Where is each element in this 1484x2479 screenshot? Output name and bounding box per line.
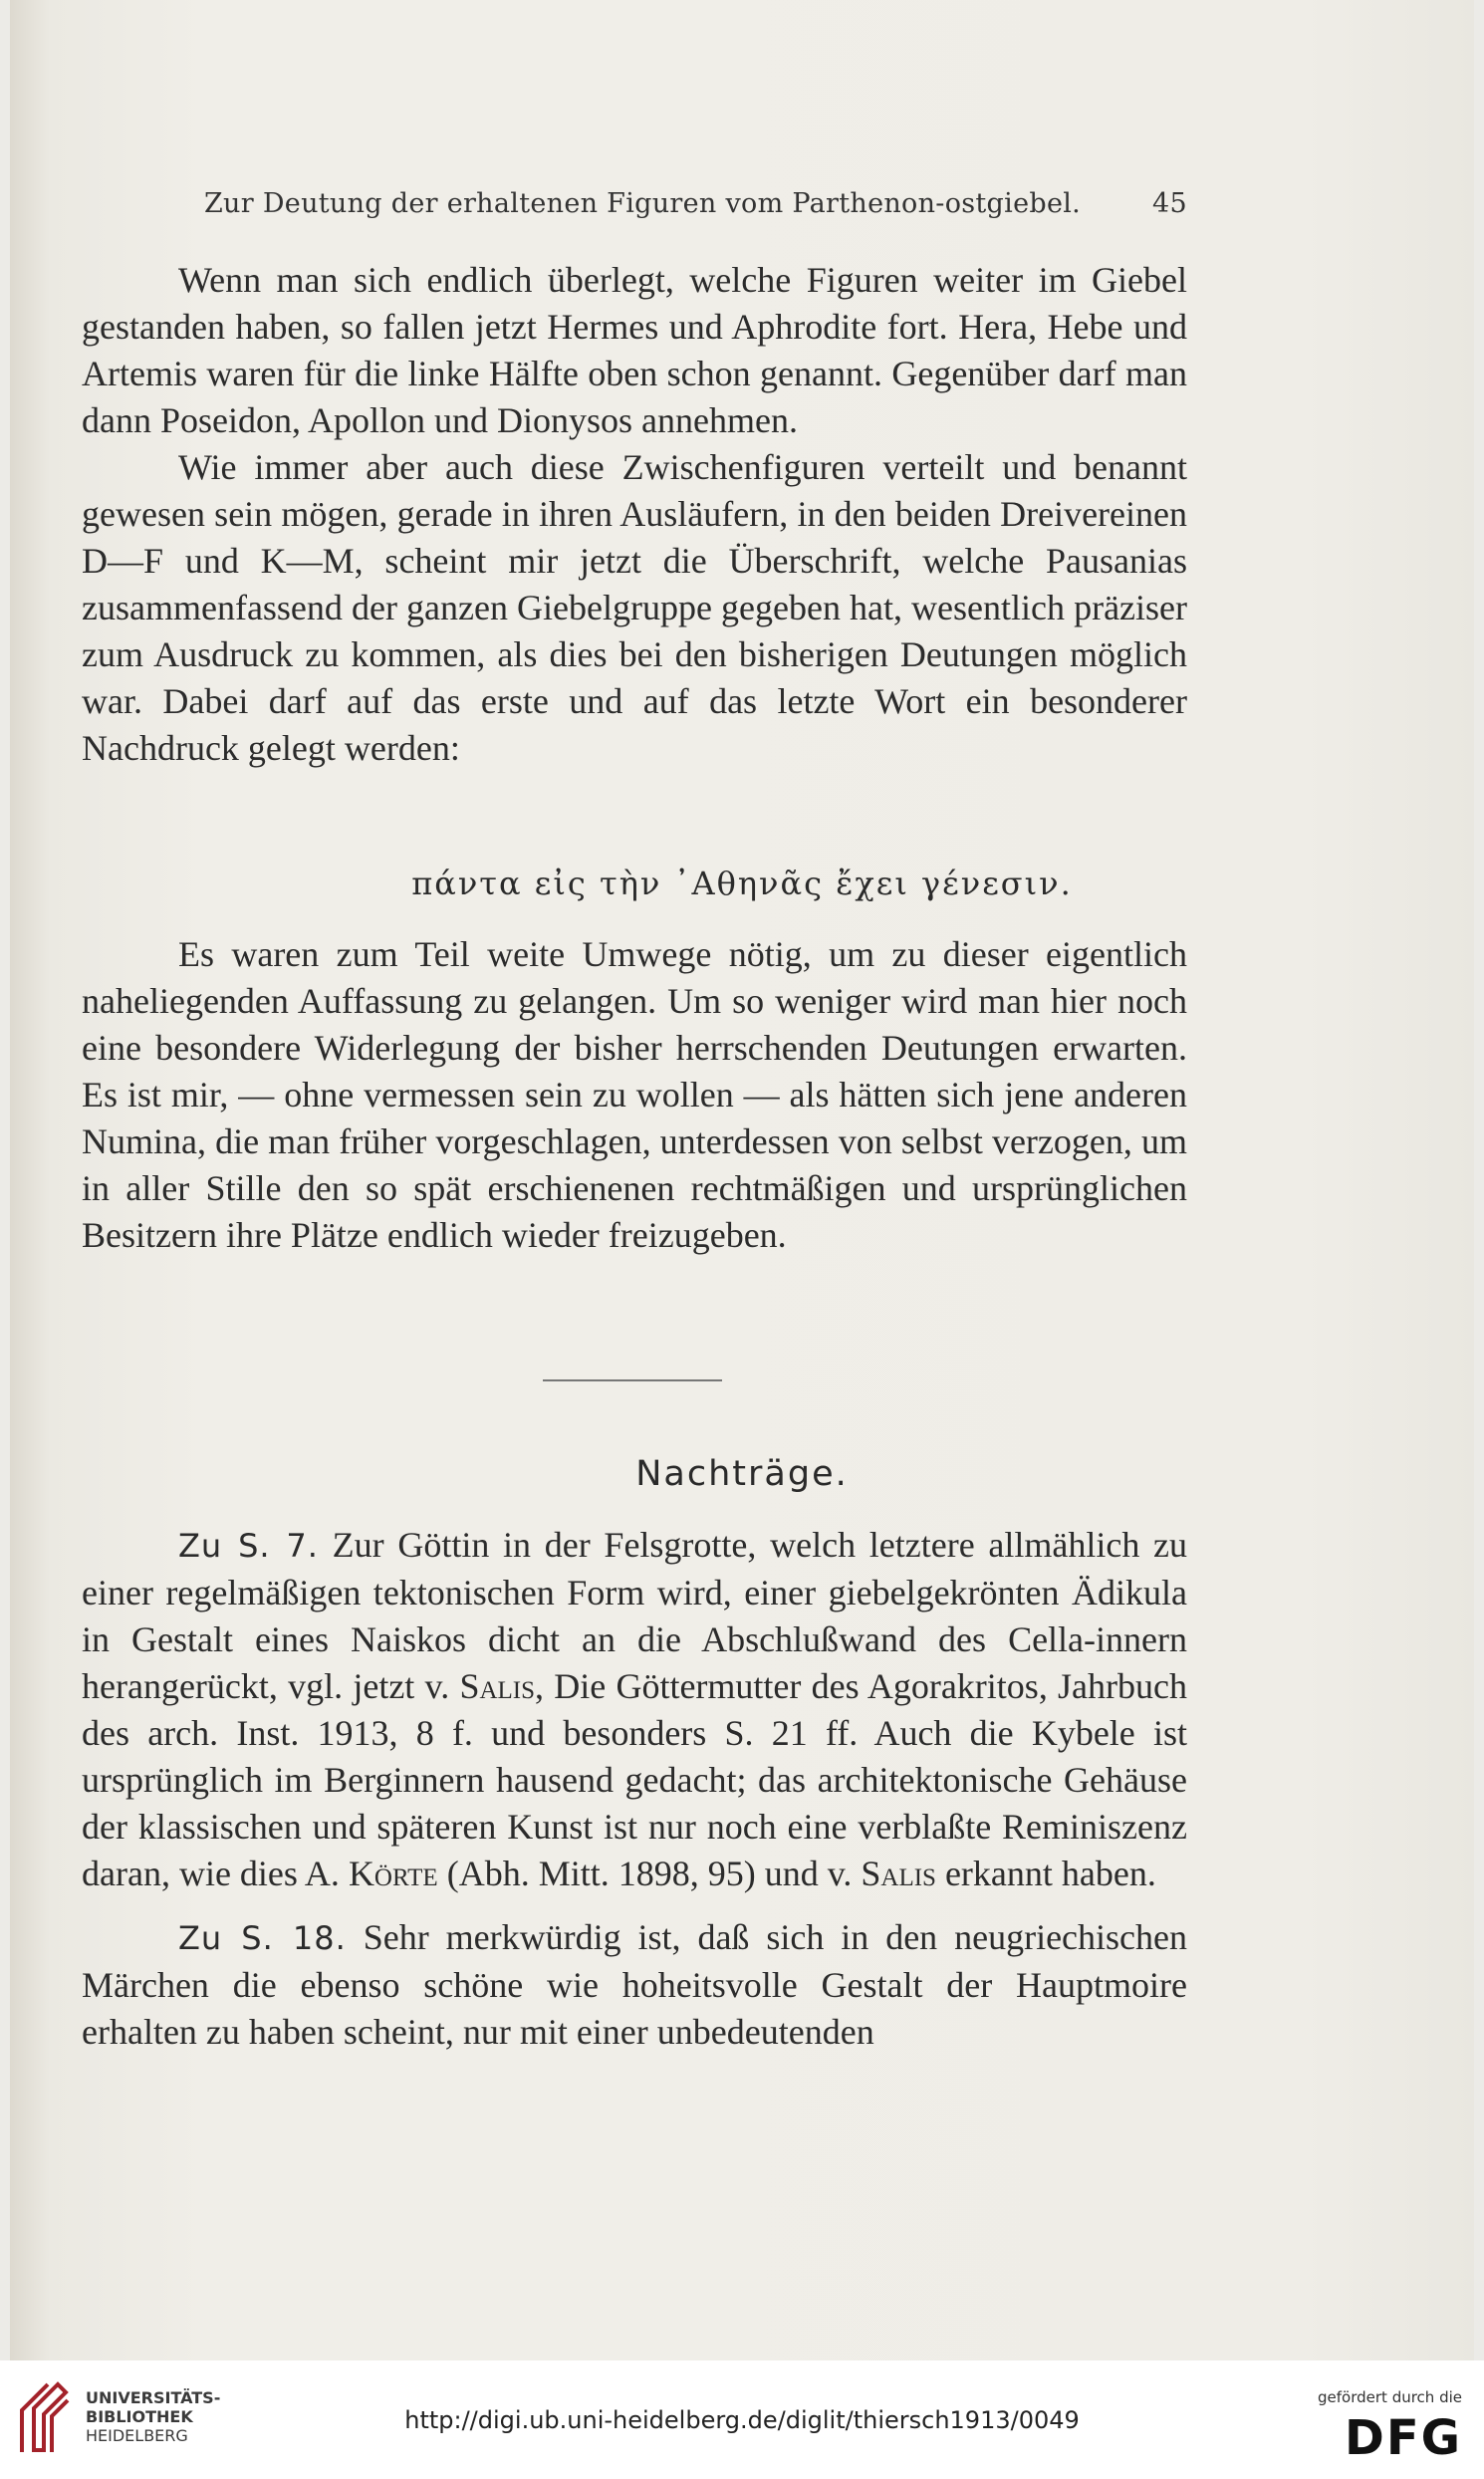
note-text: Sehr merkwürdig ist, daß sich in den neugriechischen Märchen die ebenso schöne wie hoheitsvolle Gestalt der Hauptmoire erhalten zu haben scheint, nur mit einer unbedeutenden [82, 1917, 1188, 2052]
author-name: Salis [459, 1666, 536, 1706]
paragraph-2: Wie immer aber auch diese Zwischenfiguren verteilt und benannt gewesen sein mögen, gerade in ihren Ausläufern, in den beiden Dreivereinen D—F und K—M, scheint mir jetzt die Überschrift, welche Pausanias zusammenfassend der ganzen Giebelgruppe gegeben hat, wesentlich präziser zum Ausdruck zu kommen, als dies bei den bisherigen Deutungen möglich war. Dabei darf auf das erste und auf das letzte Wort ein besonderer Nachdruck gelegt werden: [82, 447, 1187, 768]
dfg-logo: DFG [1344, 2410, 1462, 2466]
running-title: Zur Deutung der erhaltenen Figuren vom Parthenon-ostgiebel. [204, 188, 1082, 219]
permalink-url[interactable]: http://digi.ub.uni-heidelberg.de/diglit/thiersch1913/0049 [404, 2406, 1080, 2434]
digitization-footer [0, 2360, 1484, 2479]
author-name: Körte [348, 1854, 438, 1893]
library-name: UNIVERSITÄTS- BIBLIOTHEK HEIDELBERG [86, 2388, 221, 2445]
addendum-note-2 [82, 1914, 1187, 2056]
note-text: erkannt haben. [944, 1854, 1156, 1893]
nachtraege-heading: Nachträge. [635, 1454, 849, 1494]
addendum-note-1 [82, 1522, 1187, 1897]
note-text: Zur Göttin in der Felsgrotte, welch letztere allmählich zu einer regelmäßigen tektonischen Form wird, einer giebelgekrönten Ädikula in Gestalt eines Naiskos dicht an die Abschlußwand des Cella-innern herangerückt, vgl. jetzt v. [82, 1525, 1187, 1706]
funder-note: gefördert durch die [1318, 2388, 1462, 2406]
note-text: , Die Göttermutter des Agorakritos, Jahrbuch des arch. Inst. 1913, 8 f. und besonders S. 21 ff. Auch die Kybele ist ursprünglich im Berginnern hausend gedacht; das architektonische Gehäuse der klassischen und späteren Kunst ist nur noch eine verblaßte Reminiszenz daran, wie dies A. [82, 1666, 1187, 1893]
note-text: (Abh. Mitt. 1898, 95) und v. [446, 1854, 853, 1893]
main-text-block-2 [82, 931, 1187, 1259]
note-reference: Zu S. 7. [178, 1527, 319, 1565]
author-name: Salis [861, 1854, 936, 1893]
greek-quotation: πάντα εἰς τὴν ᾿Αθηνᾶς ἔχει γένεσιν. [411, 865, 1073, 902]
addenda-block [82, 1522, 1187, 2056]
paragraph-1: Wenn man sich endlich überlegt, welche Figuren weiter im Giebel gestanden haben, so fallen jetzt Hermes und Aphrodite fort. Hera, Hebe und Artemis waren für die linke Hälfte oben schon genannt. Gegenüber darf man dann Poseidon, Apollon und Dionysos annehmen. [82, 260, 1187, 440]
page-number: 45 [1152, 188, 1187, 219]
section-divider [543, 1379, 722, 1381]
paragraph-3: Es waren zum Teil weite Umwege nötig, um zu dieser eigentlich naheliegenden Auffassung zu gelangen. Um so weniger wird man hier noch eine besondere Widerlegung der bisher herrschenden Deutungen erwarten. Es ist mir, — ohne vermessen sein zu wollen — als hätten sich jene anderen Numina, die man früher vorgeschlagen, unterdessen von selbst verzogen, um in aller Stille den so spät erschienenen rechtmäßigen und ursprünglichen Besitzern ihre Plätze endlich wieder freizugeben. [82, 934, 1187, 1255]
main-text-block-1 [82, 257, 1187, 772]
note-reference: Zu S. 18. [178, 1919, 347, 1957]
